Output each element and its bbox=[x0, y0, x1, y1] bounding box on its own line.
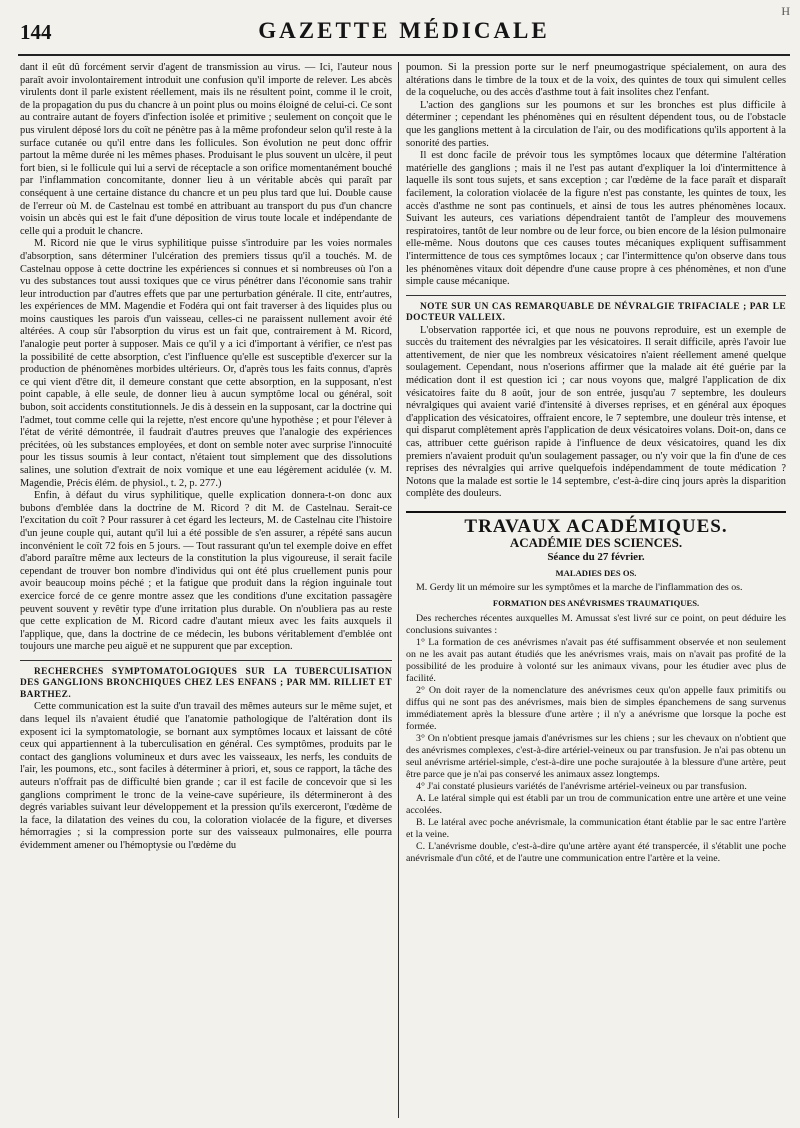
page-header bbox=[18, 4, 790, 56]
journal-title: GAZETTE MÉDICALE bbox=[258, 18, 550, 43]
academy-heading: ACADÉMIE DES SCIENCES. bbox=[509, 534, 683, 550]
left-column bbox=[20, 62, 392, 1118]
section-rule bbox=[406, 295, 786, 296]
paragraph: L'observation rapportée ici, et que nous ne pouvons reproduire, est un exemple de succès du traitement des névralgies par les vésicatoires. Il serait difficile, après l'avoir lue attentivement, de nier que les nombreux vésicatoires n'aient réellement amené quelque soulagement. Cependant, nous n'oserions affirmer que la malade ait été guérie par la médication dont il est question ici ; car nous voyons que, malgré l'application de dix vésicatoires faite du 8 août, jour de son entrée, jusqu'au 7 septembre, les douleurs névralgiques qui avaient varié d'intensité à diverses reprises, et en général aux époques d'application des vésicatoires, offraient encore, le 7 septembre, une douleur très intense, et qui disparut complètement après l'application de deux vésicatoires volans. Doit-on, dans ce cas, attribuer cette guérison rapide à l'influence de deux vésicatoires, quand les dix premiers n'avaient produit qu'un soulagement passager, ou n'y voir que la fin d'une de ces reprises des névralgies qui arrive quelquefois indépendamment de toute médication ? Notons que la malade est sortie le 14 septembre, c'est-à-dire cinq jours après la disparition complète des douleurs. bbox=[406, 324, 786, 500]
section-title: RECHERCHES SYMPTOMATOLOGIQUES SUR LA TUBERCULISATION DES GANGLIONS BRONCHIQUES CHEZ LES ENFANS ; PAR MM. RILLIET ET BARTHEZ. bbox=[20, 666, 392, 700]
list-item: B. Le latéral avec poche anévrismale, la communication étant établie par le sac entre l'artère et la veine. bbox=[406, 816, 786, 840]
list-item: C. L'anévrisme double, c'est-à-dire qu'une artère ayant été transpercée, il s'établit une poche anévrismale d'un côté, et de l'autre une communication entre l'artère et la veine. bbox=[406, 840, 786, 864]
page-number: 144 bbox=[20, 20, 52, 44]
paragraph: M. Ricord nie que le virus syphilitique puisse s'introduire par les voies normales d'absorption, sans déterminer l'ulcération des premiers tissus qu'il a touchés. M. de Castelnau oppose à cette doctrine les expériences si connues et si nombreuses où l'on a vu des substances tout aussi toxiques que ce virus pénétrer dans l'économie sans trahir leur introduction par d'autres effets que par une perturbation générale. Il cite, entr'autres, les expériences de MM. Magendie et Fodéra qui ont fait traverser à des liquides plus ou moins caustiques les parois d'un vaisseau, celles-ci ne paraissent nullement avoir été altérées. A coup sûr l'absorption du virus est un fait que, contrairement à M. Ricord, l'analogie peut porter à supposer. Mais ce qu'il y a ici d'important à vérifier, ce n'est pas la possibilité de cette absorption, c'est l'influence qu'elle est susceptible d'exercer sur la production de phénomènes morbides ultérieurs. Or, d'après tous les faits connus, d'après ce qui vient d'être dit, il demeure constant que cette absorption, en la supposant, n'est point capable, à elle seule, de donner lieu à aucun symptôme local ou général, soit bubon, soit accidents constitutionnels. Je dis à dessein en la supposant, car la doctrine qui l'admet, tout comme celle qui la rejette, n'est encore qu'une hypothèse ; et pour l'élever à l'état de vérité démontrée, il faudrait d'autres preuves que l'analogie des expériences précitées, où les substances employées, et dont on semble noter avec surprise l'innocuité pour les tissus soumis à leur contact, n'étaient tout simplement que des dissolutions salines, une solution d'extrait de noix vomique et une eau légèrement acidulée (v. M. Magendie, Précis élém. de physiol., t. 2, p. 277.) bbox=[20, 238, 392, 489]
list-item: 3° On n'obtient presque jamais d'anévrismes sur les chiens ; sur les chevaux on n'obtient que des anévrismes complexes, c'est-à-dire artériel-veineux ou par transfusion. Je n'ai pas obtenu un seul anévrisme artériel-simple, c'est-à-dire une poche surajoutée à la blessure d'une artère, peut être parce que je n'ai pas conservé les animaux assez longtemps. bbox=[406, 732, 786, 780]
subsection-title: FORMATION DES ANÉVRISMES TRAUMATIQUES. bbox=[492, 598, 700, 609]
paragraph: poumon. Si la pression porte sur le nerf pneumogastrique spécialement, on aura des altérations dans le timbre de la toux et de la voix, des quintes de toux qui simulent celles de la coqueluche, ou des accès d'asthme tout à fait insolites chez l'enfant. bbox=[406, 62, 786, 99]
column-divider bbox=[398, 62, 399, 1118]
paragraph: M. Gerdy lit un mémoire sur les symptômes et la marche de l'inflammation des os. bbox=[416, 582, 743, 594]
right-column bbox=[406, 62, 786, 1118]
paragraph: Des recherches récentes auxquelles M. Amussat s'est livré sur ce point, on peut déduire les conclusions suivantes : bbox=[406, 612, 786, 636]
section-rule bbox=[20, 660, 392, 661]
section-heading: TRAVAUX ACADÉMIQUES. bbox=[464, 516, 728, 537]
section-rule-thick bbox=[406, 511, 786, 513]
paragraph: Il est donc facile de prévoir tous les symptômes locaux que détermine l'altération matérielle des ganglions ; mais il ne l'est pas autant d'expliquer la loi d'intermittence à laquelle ils sont tous sujets, et sans exception ; car l'œdème de la face paraît et disparaît facilement, la coloration violacée de la figure n'est pas constante, les quintes de toux, les accès d'asthme ne sont pas continuels, et ainsi de tous les autres phénomènes locaux. Suivant les auteurs, ces variations dépendraient tantôt de l'ampleur des mouvemens respiratoires, tantôt de leur nombre ou de leur force, ou bien encore de la lésion pulmonaire elle-même. Nous doutons que ces causes toutes mécaniques expliquent suffisamment l'intermittence de tous ces symptômes locaux ; car l'intermittence qu'on observe dans tous les phénomènes vitaux doit dépendre d'une cause propre à ces phénomènes, et non d'une simple cause mécanique. bbox=[406, 150, 786, 288]
list-item: 2° On doit rayer de la nomenclature des anévrismes ceux qu'on appelle faux primitifs ou diffus qui ne sont pas des anévrismes, mais bien de simples épanchemens de sang survenus immédiatement après la blessure d'une artère ; il n'y a anévrisme que lorsque la poche est formée. bbox=[406, 684, 786, 732]
list-item: A. Le latéral simple qui est établi par un trou de communication entre une artère et une veine accolées. bbox=[406, 792, 786, 816]
subsection-title: MALADIES DES OS. bbox=[555, 567, 637, 578]
paragraph: L'action des ganglions sur les poumons et sur les bronches est plus difficile à déterminer ; cependant les phénomènes qui en résultent dépendent tous, ou de l'obstacle que les ganglions mettent à la circulation de l'air, ou des modifications qu'ils apportent à la sonorité des parties. bbox=[406, 99, 786, 149]
corner-mark: H bbox=[781, 4, 790, 18]
paragraph: dant il eût dû forcément servir d'agent de transmission au virus. — Ici, l'auteur nous paraît avoir involontairement introduit une confusion qu'il importe de relever. Les abcès virulents dont il parle existent réellement, mais ils ne résultent point, comme il le croit, de la propagation du pus du chancre à un point plus ou moins éloigné de celui-ci. Ce sont au contraire autant de foyers d'infection isolée et primitive ; seulement on conçoit que le pus virulent déposé lors du coït ne pénètre pas à la même profondeur selon qu'il reste à la surface cutanée ou qu'il entre dans les follicules. Son évolution ne peut donc offrir partout la même durée ni les mêmes phases. Produisant le plus souvent un ulcère, il peut fort bien, si le follicule qui lui a servi de réceptacle a son orifice momentanément bouché par l'inflammation concomitante, donner lieu à un véritable abcès qui paraît par conséquent à une certaine distance du chancre et un peu plus tard que lui. Double cause de l'erreur où M. de Castelnau est tombé en attribuant au transport du pus d'un chancre voisin un abcès qui est le fait d'une déposition de virus toute locale et indépendante de celle qui a produit le chancre. bbox=[20, 62, 392, 237]
note-title: NOTE SUR UN CAS REMARQUABLE DE NÉVRALGIE TRIFACIALE ; PAR LE DOCTEUR VALLEIX. bbox=[406, 301, 786, 324]
list-item: 4° J'ai constaté plusieurs variétés de l'anévrisme artériel-veineux ou par transfusion. bbox=[416, 780, 747, 792]
paragraph: Enfin, à défaut du virus syphilitique, quelle explication donnera-t-on donc aux bubons d'emblée dans la doctrine de M. Ricord ? dit M. de Castelnau. Serait-ce l'excitation du coït ? Pour rassurer à cet égard les lecteurs, M. de Castelnau cite l'histoire d'un jeune couple qui, autant qu'il lui a été possible de s'en assurer, a répété sans aucun inconvénient le coït 72 fois en 5 jours. — Tout rassurant qu'un tel exemple doive en effet d'abord paraître même aux lecteurs de la constitution la plus vigoureuse, il serait facile cependant de trouver bon nombre d'individus qui ont été plus cruellement punis pour avoir beaucoup moins péché ; et la fatigue que produit dans la région inguinale tout exercice forcé de ce genre montre assez que les conditions d'une excitation passagère peuvent souvent y revêtir type d'une irritation plus durable. On n'oubliera pas au reste que cette explication de M. Ricord cadre d'autant mieux avec les faits auxquels il l'applique, que, dans la doctrine de ce médecin, les bubons véritablement d'emblée ont toujours une marche peu aiguë et ne suppurent que par exception. bbox=[20, 490, 392, 653]
list-item: 1° La formation de ces anévrismes n'avait pas été suffisamment observée et non seulement on ne les avait pas autant étudiés que les anévrismes vrais, mais on n'avait pas profité de la possibilité de les produire à volonté sur les animaux vivans, pour les étudier avec plus de facilité. bbox=[406, 636, 786, 684]
session-date: Séance du 27 février. bbox=[547, 551, 645, 564]
paragraph: Cette communication est la suite d'un travail des mêmes auteurs sur le même sujet, et dans lequel ils n'avaient étudié que l'anatomie pathologique de l'altération dont ils exposent ici la symptomatologie, se bornant aux symptômes locaux et laissant de côté ceux qui appartiennent à la tuberculisation en général. Ces symptômes, produits par le contact des ganglions volumineux et durs avec les vaisseaux, les nerfs, les conduits de l'air, les poumons, etc., sont faciles à déterminer à priori, et, sous ce rapport, la tâche des auteurs n'offrait pas de difficulté bien grande ; car il est facile de concevoir que si les ganglions compriment le tronc de la veine-cave supérieure, ils détermineront à des degrés variables suivant leur développement et la pression qu'ils exerceront, l'œdème de la face, la dilatation des veines du cou, la coloration violacée de la figure, et diverses hémorragies ; si la compression porte sur des vaisseaux pulmonaires, elle pourra évidemment amener ou l'hémoptysie ou l'œdème du bbox=[20, 701, 392, 851]
